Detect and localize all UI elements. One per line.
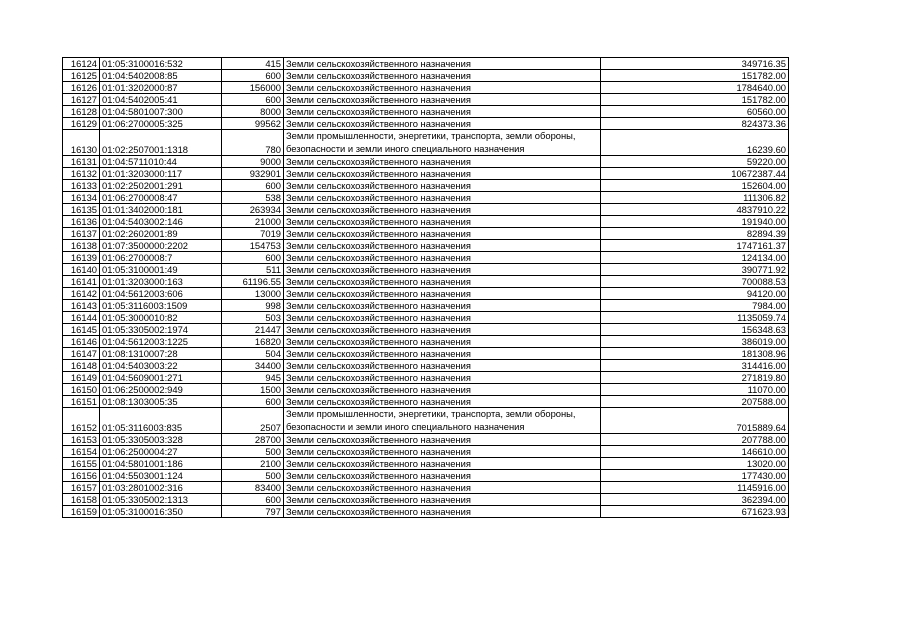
table-row	[63, 300, 789, 312]
cadastral-number-cell: 01:01:3202000:87	[100, 82, 222, 94]
cadastral-value-cell: 10672387.44	[601, 168, 789, 180]
cadastral-number-cell: 01:02:2602001:89	[100, 228, 222, 240]
cadastral-number-cell: 01:05:3100001:49	[100, 264, 222, 276]
cadastral-number-cell: 01:05:3305003:328	[100, 434, 222, 446]
land-category-cell: Земли сельскохозяйственного назначения	[284, 156, 601, 168]
cadastral-number-cell: 01:03:2801002:316	[100, 482, 222, 494]
area-cell: 16820	[222, 336, 284, 348]
cadastral-value-cell: 824373.36	[601, 118, 789, 130]
land-category-cell: Земли сельскохозяйственного назначения	[284, 384, 601, 396]
cadastral-number-cell: 01:06:2500004:27	[100, 446, 222, 458]
row-id-cell: 16125	[63, 70, 100, 82]
cadastral-value-cell: 151782.00	[601, 94, 789, 106]
cadastral-value-cell: 700088.53	[601, 276, 789, 288]
land-category-cell: Земли сельскохозяйственного назначения	[284, 470, 601, 482]
area-cell: 9000	[222, 156, 284, 168]
land-category-cell: Земли сельскохозяйственного назначения	[284, 372, 601, 384]
cadastral-number-cell: 01:05:3000010:82	[100, 312, 222, 324]
cadastral-value-cell: 7984.00	[601, 300, 789, 312]
area-cell: 538	[222, 192, 284, 204]
cadastral-value-cell: 1784640.00	[601, 82, 789, 94]
cadastral-number-cell: 01:04:5403003:22	[100, 360, 222, 372]
table-row	[63, 506, 789, 518]
cadastral-value-cell: 11070.00	[601, 384, 789, 396]
row-id-cell: 16131	[63, 156, 100, 168]
cadastral-value-cell: 152604.00	[601, 180, 789, 192]
land-category-cell: Земли сельскохозяйственного назначения	[284, 228, 601, 240]
row-id-cell: 16147	[63, 348, 100, 360]
cadastral-number-cell: 01:02:2507001:1318	[100, 130, 222, 156]
area-cell: 34400	[222, 360, 284, 372]
cadastral-value-cell: 94120.00	[601, 288, 789, 300]
cadastral-value-cell: 7015889.64	[601, 408, 789, 434]
cadastral-number-cell: 01:01:3203000:163	[100, 276, 222, 288]
area-cell: 600	[222, 70, 284, 82]
cadastral-value-cell: 349716.35	[601, 58, 789, 70]
land-category-cell: Земли сельскохозяйственного назначения	[284, 180, 601, 192]
land-category-cell: Земли сельскохозяйственного назначения	[284, 168, 601, 180]
area-cell: 998	[222, 300, 284, 312]
row-id-cell: 16138	[63, 240, 100, 252]
cadastral-value-cell: 1747161.37	[601, 240, 789, 252]
table-row	[63, 106, 789, 118]
area-cell: 600	[222, 494, 284, 506]
land-category-cell: Земли сельскохозяйственного назначения	[284, 482, 601, 494]
land-category-cell: Земли сельскохозяйственного назначения	[284, 348, 601, 360]
land-category-cell: Земли сельскохозяйственного назначения	[284, 240, 601, 252]
cadastral-number-cell: 01:05:3305002:1974	[100, 324, 222, 336]
row-id-cell: 16133	[63, 180, 100, 192]
land-registry-table	[62, 57, 789, 518]
table-row	[63, 240, 789, 252]
cadastral-value-cell: 390771.92	[601, 264, 789, 276]
row-id-cell: 16128	[63, 106, 100, 118]
cadastral-number-cell: 01:05:3100016:350	[100, 506, 222, 518]
land-category-cell: Земли сельскохозяйственного назначения	[284, 446, 601, 458]
cadastral-value-cell: 146610.00	[601, 446, 789, 458]
cadastral-value-cell: 386019.00	[601, 336, 789, 348]
table-row	[63, 336, 789, 348]
area-cell: 2507	[222, 408, 284, 434]
row-id-cell: 16159	[63, 506, 100, 518]
land-category-cell: Земли сельскохозяйственного назначения	[284, 300, 601, 312]
cadastral-number-cell: 01:08:1303005:35	[100, 396, 222, 408]
cadastral-number-cell: 01:06:2700008:7	[100, 252, 222, 264]
table-row	[63, 70, 789, 82]
row-id-cell: 16132	[63, 168, 100, 180]
area-cell: 21000	[222, 216, 284, 228]
table-row	[63, 408, 789, 434]
area-cell: 500	[222, 446, 284, 458]
cadastral-value-cell: 207788.00	[601, 434, 789, 446]
table-row	[63, 118, 789, 130]
land-category-cell: Земли сельскохозяйственного назначения	[284, 264, 601, 276]
cadastral-number-cell: 01:02:2502001:291	[100, 180, 222, 192]
area-cell: 600	[222, 252, 284, 264]
row-id-cell: 16153	[63, 434, 100, 446]
cadastral-number-cell: 01:06:2700008:47	[100, 192, 222, 204]
cadastral-value-cell: 1145916.00	[601, 482, 789, 494]
area-cell: 156000	[222, 82, 284, 94]
row-id-cell: 16142	[63, 288, 100, 300]
row-id-cell: 16140	[63, 264, 100, 276]
table-row	[63, 94, 789, 106]
row-id-cell: 16158	[63, 494, 100, 506]
area-cell: 263934	[222, 204, 284, 216]
land-category-cell: Земли сельскохозяйственного назначения	[284, 360, 601, 372]
land-category-cell: Земли сельскохозяйственного назначения	[284, 118, 601, 130]
area-cell: 21447	[222, 324, 284, 336]
row-id-cell: 16129	[63, 118, 100, 130]
table-row	[63, 372, 789, 384]
area-cell: 28700	[222, 434, 284, 446]
cadastral-number-cell: 01:06:2700005:325	[100, 118, 222, 130]
area-cell: 932901	[222, 168, 284, 180]
table-row	[63, 446, 789, 458]
cadastral-number-cell: 01:01:3203000:117	[100, 168, 222, 180]
area-cell: 600	[222, 180, 284, 192]
row-id-cell: 16150	[63, 384, 100, 396]
cadastral-value-cell: 191940.00	[601, 216, 789, 228]
land-category-cell: Земли сельскохозяйственного назначения	[284, 324, 601, 336]
cadastral-value-cell: 156348.63	[601, 324, 789, 336]
cadastral-number-cell: 01:04:5801007:300	[100, 106, 222, 118]
land-category-cell: Земли сельскохозяйственного назначения	[284, 434, 601, 446]
row-id-cell: 16146	[63, 336, 100, 348]
land-category-cell: Земли сельскохозяйственного назначения	[284, 192, 601, 204]
table-row	[63, 482, 789, 494]
row-id-cell: 16148	[63, 360, 100, 372]
land-category-cell: Земли сельскохозяйственного назначения	[284, 82, 601, 94]
row-id-cell: 16155	[63, 458, 100, 470]
table-row	[63, 204, 789, 216]
cadastral-value-cell: 13020.00	[601, 458, 789, 470]
table-row	[63, 470, 789, 482]
cadastral-number-cell: 01:04:5612003:606	[100, 288, 222, 300]
table-row	[63, 276, 789, 288]
area-cell: 61196.55	[222, 276, 284, 288]
land-category-cell: Земли сельскохозяйственного назначения	[284, 106, 601, 118]
area-cell: 780	[222, 130, 284, 156]
row-id-cell: 16156	[63, 470, 100, 482]
land-category-cell: Земли сельскохозяйственного назначения	[284, 276, 601, 288]
land-category-cell: Земли сельскохозяйственного назначения	[284, 312, 601, 324]
row-id-cell: 16149	[63, 372, 100, 384]
cadastral-number-cell: 01:08:1310007:28	[100, 348, 222, 360]
row-id-cell: 16152	[63, 408, 100, 434]
row-id-cell: 16144	[63, 312, 100, 324]
row-id-cell: 16151	[63, 396, 100, 408]
cadastral-value-cell: 314416.00	[601, 360, 789, 372]
cadastral-value-cell: 362394.00	[601, 494, 789, 506]
land-category-cell: Земли сельскохозяйственного назначения	[284, 252, 601, 264]
area-cell: 8000	[222, 106, 284, 118]
row-id-cell: 16135	[63, 204, 100, 216]
table-row	[63, 130, 789, 156]
cadastral-number-cell: 01:04:5612003:1225	[100, 336, 222, 348]
table-row	[63, 348, 789, 360]
row-id-cell: 16139	[63, 252, 100, 264]
table-row	[63, 168, 789, 180]
cadastral-number-cell: 01:05:3100016:532	[100, 58, 222, 70]
area-cell: 7019	[222, 228, 284, 240]
cadastral-number-cell: 01:01:3402000:181	[100, 204, 222, 216]
table-row	[63, 360, 789, 372]
cadastral-value-cell: 111306.82	[601, 192, 789, 204]
cadastral-number-cell: 01:04:5402008:85	[100, 70, 222, 82]
area-cell: 503	[222, 312, 284, 324]
land-category-cell: Земли сельскохозяйственного назначения	[284, 396, 601, 408]
area-cell: 504	[222, 348, 284, 360]
area-cell: 2100	[222, 458, 284, 470]
cadastral-value-cell: 151782.00	[601, 70, 789, 82]
table-row	[63, 324, 789, 336]
table-row	[63, 228, 789, 240]
cadastral-number-cell: 01:04:5503001:124	[100, 470, 222, 482]
area-cell: 600	[222, 396, 284, 408]
table-row	[63, 156, 789, 168]
area-cell: 13000	[222, 288, 284, 300]
land-category-cell: Земли сельскохозяйственного назначения	[284, 506, 601, 518]
table-row	[63, 192, 789, 204]
area-cell: 1500	[222, 384, 284, 396]
cadastral-value-cell: 177430.00	[601, 470, 789, 482]
row-id-cell: 16127	[63, 94, 100, 106]
land-category-cell: Земли сельскохозяйственного назначения	[284, 216, 601, 228]
table-row	[63, 58, 789, 70]
row-id-cell: 16136	[63, 216, 100, 228]
cadastral-value-cell: 4837910.22	[601, 204, 789, 216]
row-id-cell: 16154	[63, 446, 100, 458]
land-category-cell: Земли сельскохозяйственного назначения	[284, 204, 601, 216]
area-cell: 154753	[222, 240, 284, 252]
land-category-cell: Земли промышленности, энергетики, транспорта, земли обороны, безопасности и земли иного специального назначения	[284, 130, 601, 156]
cadastral-value-cell: 82894.39	[601, 228, 789, 240]
cadastral-number-cell: 01:04:5609001:271	[100, 372, 222, 384]
cadastral-value-cell: 60560.00	[601, 106, 789, 118]
table-row	[63, 180, 789, 192]
table-row	[63, 396, 789, 408]
table-row	[63, 458, 789, 470]
table-row	[63, 494, 789, 506]
row-id-cell: 16143	[63, 300, 100, 312]
table-row	[63, 264, 789, 276]
cadastral-value-cell: 671623.93	[601, 506, 789, 518]
land-category-cell: Земли сельскохозяйственного назначения	[284, 336, 601, 348]
land-category-cell: Земли промышленности, энергетики, транспорта, земли обороны, безопасности и земли иного специального назначения	[284, 408, 601, 434]
row-id-cell: 16141	[63, 276, 100, 288]
cadastral-value-cell: 16239.60	[601, 130, 789, 156]
cadastral-number-cell: 01:07:3500000:2202	[100, 240, 222, 252]
area-cell: 600	[222, 94, 284, 106]
area-cell: 511	[222, 264, 284, 276]
table-body	[63, 58, 789, 518]
area-cell: 99562	[222, 118, 284, 130]
row-id-cell: 16124	[63, 58, 100, 70]
land-category-cell: Земли сельскохозяйственного назначения	[284, 94, 601, 106]
cadastral-number-cell: 01:05:3116003:835	[100, 408, 222, 434]
cadastral-value-cell: 181308.96	[601, 348, 789, 360]
row-id-cell: 16126	[63, 82, 100, 94]
land-category-cell: Земли сельскохозяйственного назначения	[284, 58, 601, 70]
row-id-cell: 16134	[63, 192, 100, 204]
area-cell: 945	[222, 372, 284, 384]
area-cell: 797	[222, 506, 284, 518]
cadastral-value-cell: 1135059.74	[601, 312, 789, 324]
row-id-cell: 16130	[63, 130, 100, 156]
row-id-cell: 16157	[63, 482, 100, 494]
cadastral-value-cell: 271819.80	[601, 372, 789, 384]
cadastral-number-cell: 01:04:5402005:41	[100, 94, 222, 106]
table-row	[63, 216, 789, 228]
land-category-cell: Земли сельскохозяйственного назначения	[284, 458, 601, 470]
cadastral-value-cell: 124134.00	[601, 252, 789, 264]
cadastral-number-cell: 01:04:5711010:44	[100, 156, 222, 168]
land-category-cell: Земли сельскохозяйственного назначения	[284, 70, 601, 82]
area-cell: 415	[222, 58, 284, 70]
cadastral-number-cell: 01:04:5403002:146	[100, 216, 222, 228]
land-category-cell: Земли сельскохозяйственного назначения	[284, 288, 601, 300]
table-row	[63, 384, 789, 396]
table-row	[63, 252, 789, 264]
area-cell: 500	[222, 470, 284, 482]
table-row	[63, 312, 789, 324]
table-row	[63, 288, 789, 300]
cadastral-number-cell: 01:05:3116003:1509	[100, 300, 222, 312]
row-id-cell: 16137	[63, 228, 100, 240]
table-row	[63, 434, 789, 446]
table-row	[63, 82, 789, 94]
cadastral-value-cell: 59220.00	[601, 156, 789, 168]
land-category-cell: Земли сельскохозяйственного назначения	[284, 494, 601, 506]
row-id-cell: 16145	[63, 324, 100, 336]
cadastral-number-cell: 01:06:2500002:949	[100, 384, 222, 396]
cadastral-number-cell: 01:04:5801001:186	[100, 458, 222, 470]
area-cell: 83400	[222, 482, 284, 494]
cadastral-number-cell: 01:05:3305002:1313	[100, 494, 222, 506]
cadastral-value-cell: 207588.00	[601, 396, 789, 408]
